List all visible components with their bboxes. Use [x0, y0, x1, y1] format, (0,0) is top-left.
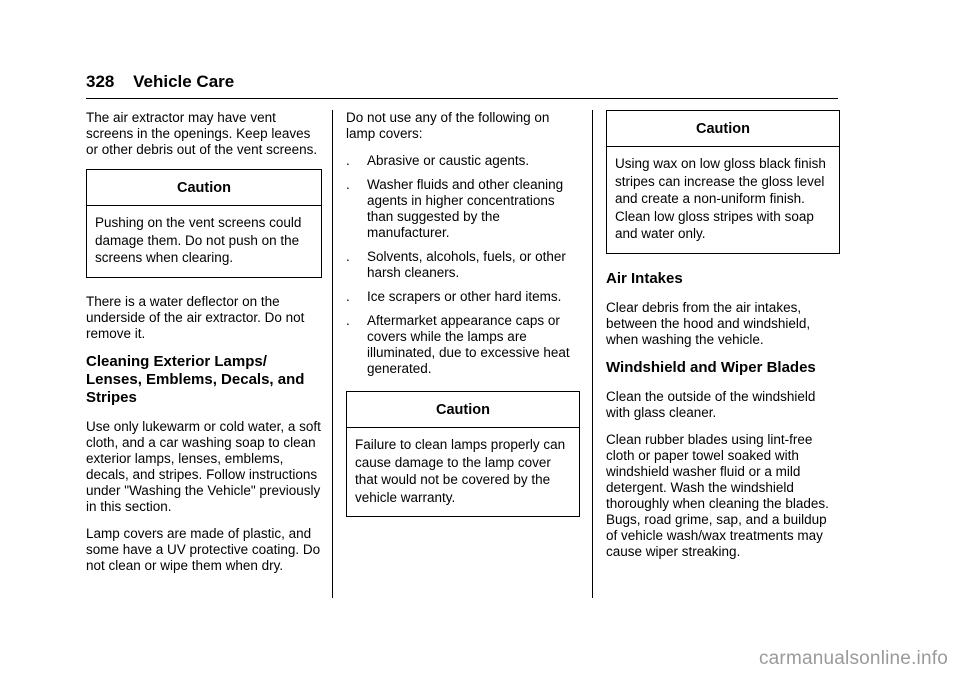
windshield-paragraph: Clean the outside of the windshield with glass cleaner.	[606, 388, 816, 420]
list-item-text: Aftermarket appearance caps or covers while the lamps are illuminated, due to excessive heat generated.	[367, 313, 570, 376]
page-header	[86, 72, 234, 92]
caution-title: Caution	[87, 170, 321, 206]
section-title: Vehicle Care	[133, 72, 235, 91]
caution-text: Pushing on the vent screens could damage them. Do not push on the screens when clearing.	[95, 215, 302, 265]
list-item-text: Ice scrapers or other hard items.	[367, 289, 562, 304]
water-deflector-paragraph: There is a water deflector on the underside of the air extractor. Do not remove it.	[86, 293, 305, 341]
list-item	[346, 249, 580, 281]
cleaning-lamps-paragraph: Use only lukewarm or cold water, a soft cloth, and a car washing soap to clean exterior lamps, lenses, emblems, decals, and stripes. Follow instructions under "Washing the Vehicle" previously in this section.	[86, 418, 321, 514]
column-3	[606, 110, 840, 571]
windshield-wiper-heading: Windshield and Wiper Blades	[606, 358, 816, 376]
column-divider-2	[592, 110, 593, 598]
column-1	[86, 110, 322, 585]
list-item	[346, 289, 580, 305]
air-intakes-paragraph: Clear debris from the air intakes, between the hood and windshield, when washing the vehicle.	[606, 299, 811, 347]
lamp-covers-intro: Do not use any of the following on lamp covers:	[346, 110, 550, 141]
list-item	[346, 153, 580, 169]
caution-title: Caution	[607, 111, 839, 147]
page-number: 328	[86, 72, 115, 91]
header-rule	[86, 98, 838, 99]
bullet-glyph: .	[346, 313, 350, 328]
air-extractor-paragraph: The air extractor may have vent screens in the openings. Keep leaves or other debris out of the vent screens.	[86, 110, 318, 157]
caution-text: Failure to clean lamps properly can cause damage to the lamp cover that would not be covered by the vehicle warranty.	[355, 437, 566, 505]
caution-box-wax-stripes	[606, 110, 840, 254]
column-divider-1	[332, 110, 333, 598]
air-intakes-heading: Air Intakes	[606, 269, 683, 287]
lamp-cover-warnings-list	[346, 153, 580, 377]
list-item-text: Washer fluids and other cleaning agents in higher concentrations than suggested by the manufacturer.	[367, 177, 564, 240]
lamp-covers-paragraph: Lamp covers are made of plastic, and some have a UV protective coating. Do not clean or wipe them when dry.	[86, 525, 321, 573]
cleaning-lamps-heading: Cleaning Exterior Lamps/ Lenses, Emblems, Decals, and Stripes	[86, 352, 305, 406]
bullet-glyph: .	[346, 289, 350, 304]
watermark: carmanualsonline.info	[758, 648, 948, 669]
bullet-glyph: .	[346, 153, 350, 168]
caution-text: Using wax on low gloss black finish stripes can increase the gloss level and create a non-uniform finish. Clean low gloss stripes with soap and water only.	[615, 156, 826, 241]
wiper-blades-paragraph: Clean rubber blades using lint-free cloth or paper towel soaked with windshield washer fluid or a mild detergent. Wash the windshield thoroughly when cleaning the blades. Bugs, road grime, sap, and a buildup of vehicle wash/wax treatments may cause wiper streaking.	[606, 431, 829, 559]
column-2	[346, 110, 580, 533]
list-item	[346, 177, 580, 241]
bullet-glyph: .	[346, 249, 350, 264]
bullet-glyph: .	[346, 177, 350, 192]
caution-box-lamp-damage	[346, 391, 580, 517]
list-item-text: Solvents, alcohols, fuels, or other harsh cleaners.	[367, 249, 566, 280]
list-item	[346, 313, 580, 377]
list-item-text: Abrasive or caustic agents.	[367, 153, 530, 168]
caution-title: Caution	[347, 392, 579, 428]
caution-box-vent-screens	[86, 169, 322, 278]
